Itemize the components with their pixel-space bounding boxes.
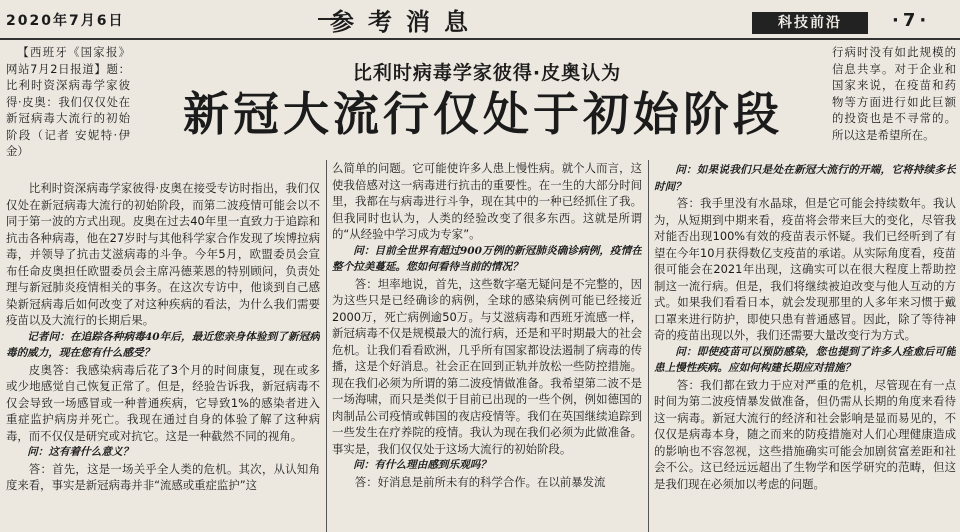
answer-2: 答：首先，这是一场关乎全人类的危机。其次，从认知角度来看，事实是新冠病毒并非“流感或重症监护”这 (6, 461, 320, 492)
headline-kicker: 比利时病毒学家彼得·皮奥认为 (352, 62, 622, 84)
question-6: 问：即使疫苗可以预防感染，您也提到了许多人痊愈后可能患上慢性疾病。应如何构建长期应对措施？ (654, 345, 956, 374)
continued-paragraph: 行病时没有如此规模的信息共享。对于企业和国家来说，在疫苗和药物等方面进行如此巨额的投资也是不寻常的。所以这是希望所在。 (832, 45, 956, 142)
column-3-top (832, 44, 956, 162)
continued-paragraph: 么简单的问题。它可能使许多人患上慢性病。就个人而言，这使我倍感对这一病毒进行抗击的重要性。在一生的大部分时间里，我都在与病毒进行斗争，现在其中的一种已经抓住了我。但我同时也认为，人类的经验改变了很多东西。这就是所谓的“从经验中学习成为专家”。 (332, 161, 642, 241)
column-1 (6, 180, 320, 532)
question-1: 记者问：在追踪各种病毒40年后，最近您亲身体验到了新冠病毒的威力，现在您有什么感受？ (6, 330, 320, 359)
page-number: ·7· (892, 10, 931, 31)
answer-6: 答：我们都在致力于应对严重的危机，尽管现在有一点时间为第二波疫情暴发做准备，但仍需从长期的角度来看待这一病毒。新冠大流行的经济和社会影响是显而易见的，不仅仅是病毒本身，随之而来的防疫措施对人们心理健康造成的影响也不容忽视，这些措施确实可能会加剧贫富差距和社会不公。这已经远远超出了生物学和医学研究的范畴，但这是我们现在必须加以考虑的问题。 (654, 377, 956, 491)
answer-3: 答：坦率地说，首先，这些数字毫无疑问是不完整的，因为这些只是已经确诊的病例，全球的感染病例可能已经接近2000万，死亡病例逾50万。与艾滋病毒和西班牙流感一样，新冠病毒不仅是规模最大的流行病，还是和平时期最大的社会危机。让我们看看欧洲，几乎所有国家都设法遏制了病毒的传播，这是个好消息。社会正在回到正轨并放松一些防控措施。现在我们必须为所谓的第二波疫情做准备。我希望第二波不是一场海啸，而只是类似于目前已出现的一些个例，例如德国的肉制品公司疫情或韩国的夜店疫情等。我们在英国继续追踪到一些发生在疗养院的疫情。我认为现在我们必须为此做准备。事实是，我们仅仅处于这场大流行的初始阶段。 (332, 276, 642, 456)
answer-1: 皮奥答：我感染病毒后花了3个月的时间康复，现在或多或少地感觉自己恢复正常了。但是，经验告诉我，新冠病毒不仅会导致一场感冒或一种普通疾病，它导致1%的感染者进入重症监护病房并死亡。我现在通过自身的体验了解了这种病毒，而不仅仅是研究或对抗它。这是一种截然不同的视角。 (6, 362, 320, 443)
answer-4: 答：好消息是前所未有的科学合作。在以前暴发流 (354, 474, 606, 489)
masthead: 参考消息 (330, 7, 482, 36)
header-rule (0, 38, 960, 40)
column-divider (326, 160, 327, 532)
column-3 (654, 162, 956, 532)
question-3: 问：目前全世界有超过900万例的新冠肺炎确诊病例，疫情在整个拉美蔓延。您如何看待当前的情况？ (332, 244, 642, 273)
question-2: 问：这有着什么意义？ (27, 446, 134, 458)
page-header (0, 0, 960, 38)
headline: 新冠大流行仅处于初始阶段 (183, 87, 783, 141)
question-5: 问：如果说我们只是处在新冠大流行的开端，它将持续多长时间？ (654, 164, 956, 193)
question-4: 问：有什么理由感到乐观吗？ (353, 459, 491, 471)
section-tag: 科技前沿 (752, 12, 868, 34)
answer-5: 答：我手里没有水晶球，但是它可能会持续数年。我认为，从短期到中期来看，疫苗将会带来巨大的变化，尽管我对能否出现100%有效的疫苗表示怀疑。我们已经听到了有望在今年10月获得数亿支疫苗的承诺。从实际角度看，疫苗很可能会在2021年出现，这确实可以在很大程度上帮助控制这一流行病。但是，我们将继续被迫改变与他人互动的方式。如果我们看看日本，就会发现那里的人多年来习惯于戴口罩来进行防护，即使只患有普通感冒。因此，除了等待神奇的疫苗出现以外，我们还需要大量改变行为方式。 (654, 196, 956, 342)
issue-date: 2020年7月6日 (6, 13, 125, 29)
column-divider (648, 160, 649, 532)
lead-box (6, 44, 130, 178)
intro-paragraph: 比利时资深病毒学家彼得·皮奥在接受专访时指出，我们仅仅处在新冠病毒大流行的初始阶段，而第二波疫情可能会以不同于第一波的方式出现。皮奥在过去40年里一直致力于追踪和抗击各种病毒，他在27岁时与其他科学家合作发现了埃博拉病毒，并领导了抗击艾滋病毒的斗争。今年5月，欧盟委员会宣布任命皮奥担任欧盟委员会主席冯德莱恩的特别顾问，负责处理与新冠肺炎疫情相关的事务。在这次专访中，他谈到自己感染新冠病毒后如何改变了对这种疾病的看法，为什么我们需要疫苗以及大流行的长期后果。 (6, 181, 320, 327)
column-2 (332, 160, 642, 532)
lead-paragraph: 【西班牙《国家报》网站7月2日报道】题：比利时资深病毒学家彼得·皮奥：我们仅仅处在新冠病毒大流行的初始阶段（记者 安妮特·伊金） (6, 45, 130, 158)
